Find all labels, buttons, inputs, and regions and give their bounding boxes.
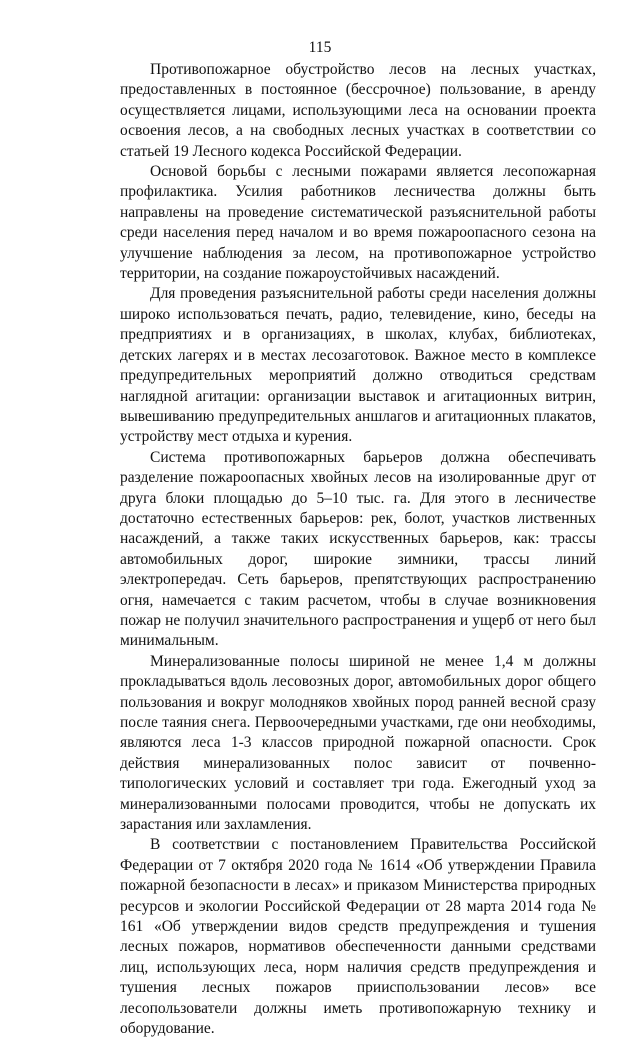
page-number: 115 — [308, 39, 332, 56]
paragraph-fire-barriers: Система противопожарных барьеров должна обеспечивать разделение пожароопасных хвойных лесов на изолированные друг от друга блоки площадью до 5–10 тыс. га. Для этого в лесничестве достаточно естественных барьеров: рек, болот, участков лиственных насаждений, а также таких искусственных барьеров, как: трассы автомобильных дорог, широкие зимники, трассы линий электропередач. Сеть барьеров, препятствующих распространению огня, намечается с таким расчетом, чтобы в случае возникновения пожар не получил значительного распространения и ущерб от него был минимальным. — [120, 448, 596, 650]
paragraph-regulations: В соответствии с постановлением Правительства Российской Федерации от 7 октября 2020 года № 1614 «Об утверждении Правила пожарной безопасности в лесах» и приказом Министерства природных ресурсов и экологии Российской Федерации от 28 марта 2014 года № 161 «Об утверждении видов средств предупреждения и тушения лесных пожаров, нормативов обеспеченности данными средствами лиц, использующих леса, норм наличия средств предупреждения и тушения лесных пожаров прииспользовании лесов» все лесопользователи должны иметь противопожарную технику и оборудование. — [120, 836, 596, 1038]
paragraph-mineralized-strips: Минерализованные полосы шириной не менее 1,4 м должны прокладываться вдоль лесовозных дорог, автомобильных дорог общего пользования и вокруг молодняков хвойных пород ранней весной сразу после таяния снега. Первоочередными участками, где они необходимы, являются леса 1-3 классов природной пожарной опасности. Срок действия минерализованных полос зависит от почвенно-типологических условий и составляет три года. Ежегодный уход за минерализованными полосами проводится, чтобы не допускать их зарастания или захламления. — [120, 652, 596, 834]
paragraph-fire-prevention: Основой борьбы с лесными пожарами является лесопожарная профилактика. Усилия работников лесничества должны быть направлены на проведение систематической разъяснительной работы среди населения перед началом и во время пожароопасного сезона на улучшение наблюдения за лесом, на противопожарное устройство территории, на создание пожароустойчивых насаждений. — [120, 163, 596, 283]
paragraph-fire-arrangement: Противопожарное обустройство лесов на лесных участках, предоставленных в постоянное (бессрочное) пользование, в аренду осуществляется лицами, использующими леса на основании проекта освоения лесов, а на свободных лесных участках в соответствии со статьей 19 Лесного кодекса Российской Федерации. — [120, 61, 596, 160]
paragraph-outreach: Для проведения разъяснительной работы среди населения должны широко использоваться печать, радио, телевидение, кино, беседы на предприятиях и в организациях, в школах, клубах, библиотеках, детских лагерях и в местах лесозаготовок. Важное место в комплексе предупредительных мероприятий должно отводиться средствам наглядной агитации: организации выставок и агитационных витрин, вывешиванию предупредительных аншлагов и агитационных плакатов, устройству мест отдыха и курения. — [120, 285, 596, 446]
page-body — [120, 60, 596, 1040]
